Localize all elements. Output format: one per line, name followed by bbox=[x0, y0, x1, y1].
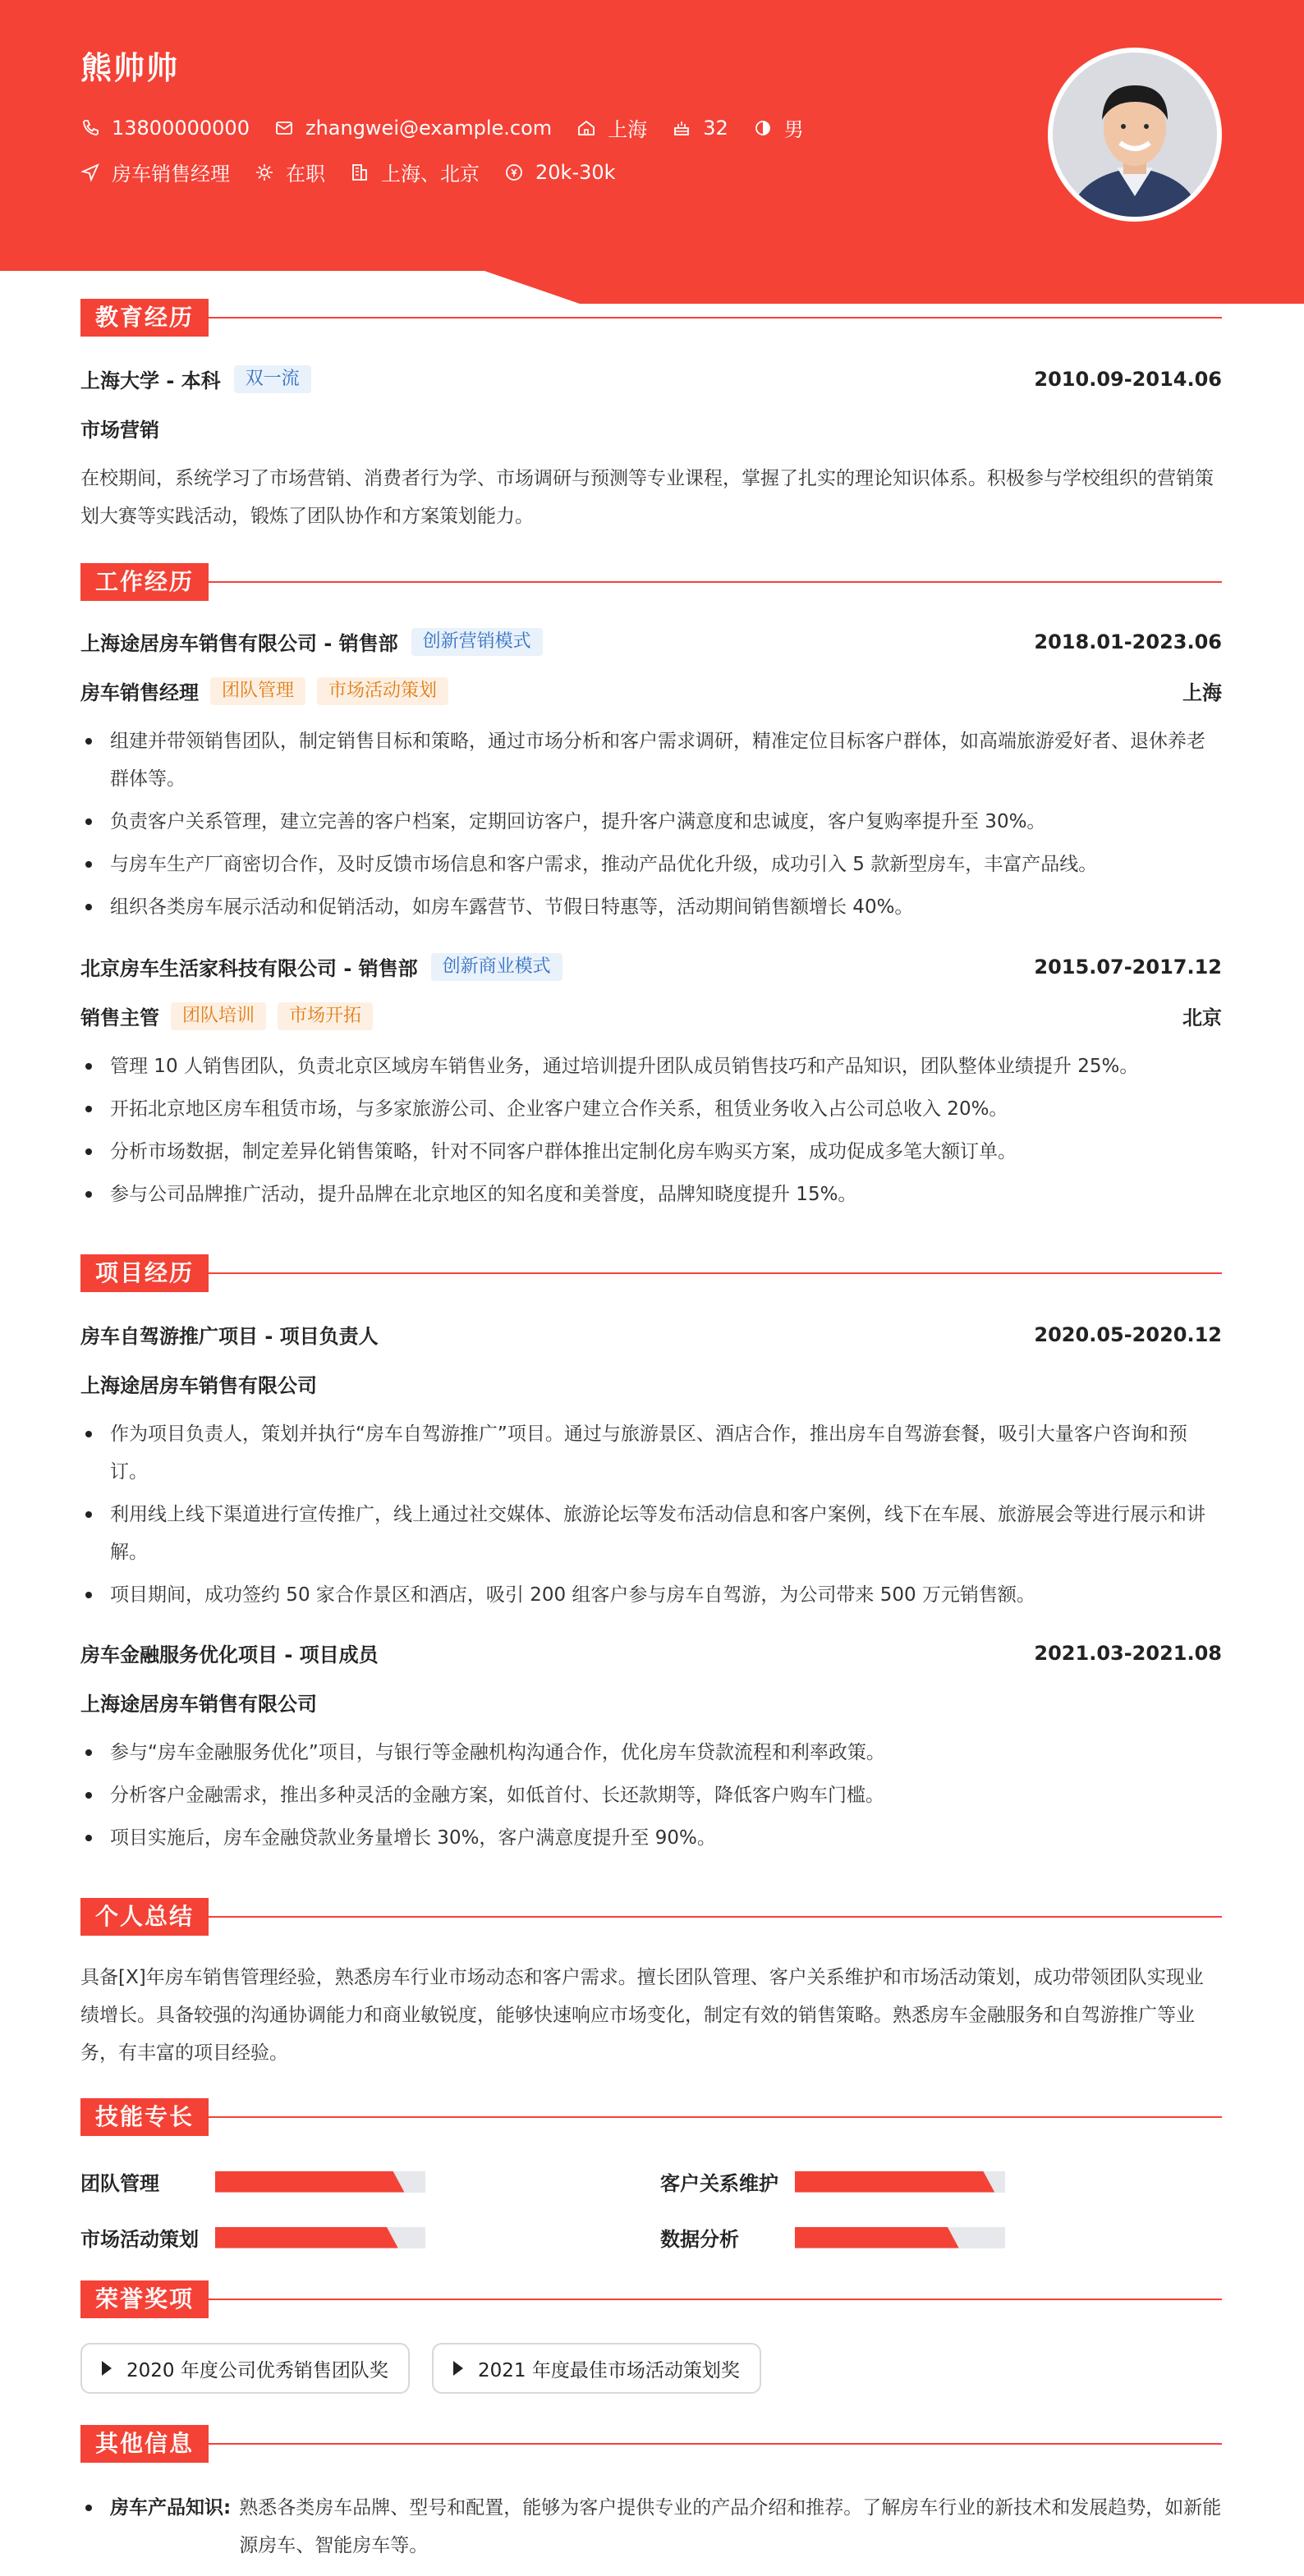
salary-value: 20k-30k bbox=[535, 160, 616, 184]
skills-section-title bbox=[80, 2098, 1222, 2136]
project-2-company-row bbox=[80, 1688, 1222, 1717]
send-icon bbox=[80, 163, 100, 182]
list-item: 利用线上线下渠道进行宣传推广，线上通过社交媒体、旅游论坛等发布活动信息和客户案例，线下在车展、旅游展会等进行展示和讲解。 bbox=[80, 1496, 1222, 1571]
project-1-bullets bbox=[80, 1415, 1222, 1619]
list-item: 项目期间，成功签约 50 家合作景区和酒店，吸引 200 组客户参与房车自驾游，为公司带来 500 万元销售额。 bbox=[80, 1576, 1222, 1614]
resume-header bbox=[0, 0, 1304, 304]
education-major-row bbox=[80, 414, 1222, 442]
work-2-company: 北京房车生活家科技有限公司 - 销售部 bbox=[80, 957, 418, 980]
skill-bar-fill bbox=[795, 2171, 994, 2193]
education-description: 在校期间，系统学习了市场营销、消费者行为学、市场调研与预测等专业课程，掌握了扎实的理论知识体系。积极参与学校组织的营销策划大赛等实践活动，锻炼了团队协作和方案策划能力。 bbox=[80, 468, 1214, 527]
major-name: 市场营销 bbox=[80, 419, 159, 442]
work-1-badge: 创新营销模式 bbox=[411, 628, 543, 656]
project-1-company: 上海途居房车销售有限公司 bbox=[80, 1374, 317, 1397]
education-date: 2010.09-2014.06 bbox=[1034, 367, 1222, 391]
list-item: 负责客户关系管理，建立完善的客户档案，定期回访客户，提升客户满意度和忠诚度，客户复购率提升至 30%。 bbox=[80, 803, 1222, 841]
skill-item bbox=[80, 2167, 425, 2196]
project-2-bullets bbox=[80, 1734, 1222, 1862]
award-text: 2020 年度公司优秀销售团队奖 bbox=[126, 2359, 388, 2381]
project-2-title: 房车金融服务优化项目 - 项目成员 bbox=[80, 1643, 379, 1666]
job-info-row bbox=[80, 158, 641, 186]
position-value: 房车销售经理 bbox=[112, 163, 230, 186]
work-2-tag-1: 团队培训 bbox=[171, 1002, 266, 1030]
award-text: 2021 年度最佳市场活动策划奖 bbox=[478, 2359, 740, 2381]
awards-section-title bbox=[80, 2280, 1222, 2318]
salary-item bbox=[504, 161, 616, 184]
project-2-company: 上海途居房车销售有限公司 bbox=[80, 1693, 317, 1716]
skill-name: 客户关系维护 bbox=[660, 2172, 778, 2195]
work-1-role: 房车销售经理 bbox=[80, 681, 199, 704]
skill-bar bbox=[215, 2171, 425, 2193]
work-2-date: 2015.07-2017.12 bbox=[1034, 955, 1222, 979]
school-badge: 双一流 bbox=[234, 365, 311, 393]
education-section-title bbox=[80, 299, 1222, 337]
email-item bbox=[274, 117, 552, 140]
list-item: 分析客户金融需求，推出多种灵活的金融方案，如低首付、长还款期等，降低客户购车门槛。 bbox=[80, 1776, 1222, 1814]
project-1-date: 2020.05-2020.12 bbox=[1034, 1322, 1222, 1346]
skill-item bbox=[80, 2223, 425, 2252]
summary-text: 具备[X]年房车销售管理经验，熟悉房车行业市场动态和客户需求。擅长团队管理、客户关系维护和市场活动策划，成功带领团队实现业绩增长。具备较强的沟通协调能力和商业敏锐度，能够快速响应市场变化，制定有效的销售策略。熟悉房车金融服务和自驾游推广等业务，有丰富的项目经验。 bbox=[80, 1967, 1204, 2064]
project-1-header-row bbox=[80, 1320, 1222, 1349]
cake-icon bbox=[672, 118, 691, 138]
work-1-bullets bbox=[80, 722, 1222, 931]
skill-bar-fill bbox=[215, 2227, 398, 2248]
skill-item bbox=[660, 2223, 1005, 2252]
work-1-tag-2: 市场活动策划 bbox=[317, 677, 448, 705]
list-item: 项目实施后，房车金融贷款业务量增长 30%，客户满意度提升至 90%。 bbox=[80, 1819, 1222, 1857]
work-2-tag-2: 市场开拓 bbox=[278, 1002, 373, 1030]
money-icon bbox=[504, 163, 524, 182]
phone-icon bbox=[80, 118, 100, 138]
target-city-item bbox=[350, 158, 480, 186]
building-icon bbox=[350, 163, 370, 182]
list-item: 与房车生产厂商密切合作，及时反馈市场信息和客户需求，推动产品优化升级，成功引入 5 款新型房车，丰富产品线。 bbox=[80, 846, 1222, 883]
skill-name: 数据分析 bbox=[660, 2228, 739, 2251]
list-item: 组织各类房车展示活动和促销活动，如房车露营节、节假日特惠等，活动期间销售额增长 40%。 bbox=[80, 888, 1222, 926]
project-2-header-row bbox=[80, 1639, 1222, 1667]
other-info-value: 熟悉各类房车品牌、型号和配置，能够为客户提供专业的产品介绍和推荐。了解房车行业的新技术和发展趋势，如新能源房车、智能房车等。 bbox=[239, 2497, 1222, 2556]
skill-bar-fill bbox=[215, 2171, 404, 2193]
awards-title: 荣誉奖项 bbox=[80, 2280, 209, 2318]
city-item bbox=[576, 113, 647, 142]
project-title: 项目经历 bbox=[80, 1254, 209, 1292]
work-2-bullets bbox=[80, 1047, 1222, 1218]
other-section-title bbox=[80, 2425, 1222, 2463]
candidate-name: 熊帅帅 bbox=[80, 50, 180, 86]
phone-item bbox=[80, 117, 250, 140]
work-2-badge: 创新商业模式 bbox=[431, 953, 562, 981]
skill-bar bbox=[795, 2227, 1005, 2248]
avatar-photo bbox=[1053, 53, 1217, 217]
work-1-date: 2018.01-2023.06 bbox=[1034, 630, 1222, 653]
play-icon bbox=[453, 2361, 463, 2376]
home-icon bbox=[576, 118, 596, 138]
work-title: 工作经历 bbox=[80, 563, 209, 601]
work-1-city: 上海 bbox=[1182, 681, 1222, 704]
work-1-role-row bbox=[80, 676, 1222, 705]
play-icon bbox=[102, 2361, 112, 2376]
work-2-role-row bbox=[80, 1002, 1222, 1030]
other-info-item bbox=[80, 2489, 1222, 2565]
gender-item bbox=[753, 113, 804, 142]
email-address: zhangwei@example.com bbox=[305, 116, 553, 140]
status-item bbox=[255, 158, 325, 186]
award-item-1 bbox=[80, 2343, 410, 2394]
list-item: 管理 10 人销售团队，负责北京区域房车销售业务，通过培训提升团队成员销售技巧和产品知识，团队整体业绩提升 25%。 bbox=[80, 1047, 1222, 1085]
list-item: 组建并带领销售团队，制定销售目标和策略，通过市场分析和客户需求调研，精准定位目标客户群体，如高端旅游爱好者、退休养老群体等。 bbox=[80, 722, 1222, 798]
work-section-title bbox=[80, 563, 1222, 601]
other-title: 其他信息 bbox=[80, 2425, 209, 2463]
phone-number: 13800000000 bbox=[112, 116, 250, 140]
city-value: 上海 bbox=[608, 118, 648, 141]
mail-icon bbox=[274, 118, 294, 138]
project-1-company-row bbox=[80, 1369, 1222, 1398]
work-2-role: 销售主管 bbox=[80, 1006, 159, 1029]
status-icon bbox=[255, 163, 274, 182]
work-2-city: 北京 bbox=[1182, 1006, 1222, 1029]
project-section-title bbox=[80, 1254, 1222, 1292]
award-item-2 bbox=[432, 2343, 761, 2394]
skill-bar bbox=[795, 2171, 1005, 2193]
gender-icon bbox=[753, 118, 773, 138]
summary-section-title bbox=[80, 1898, 1222, 1936]
list-item: 作为项目负责人，策划并执行“房车自驾游推广”项目。通过与旅游景区、酒店合作，推出房车自驾游套餐，吸引大量客户咨询和预订。 bbox=[80, 1415, 1222, 1491]
project-1-title: 房车自驾游推广项目 - 项目负责人 bbox=[80, 1325, 379, 1348]
avatar bbox=[1048, 48, 1222, 222]
list-item: 分析市场数据，制定差异化销售策略，针对不同客户群体推出定制化房车购买方案，成功促成多笔大额订单。 bbox=[80, 1133, 1222, 1171]
skill-item bbox=[660, 2167, 1005, 2196]
contact-info-row bbox=[80, 113, 829, 142]
summary-title: 个人总结 bbox=[80, 1898, 209, 1936]
list-item: 开拓北京地区房车租赁市场，与多家旅游公司、企业客户建立合作关系，租赁业务收入占公司总收入 20%。 bbox=[80, 1090, 1222, 1128]
skills-title: 技能专长 bbox=[80, 2098, 209, 2136]
skill-bar-fill bbox=[795, 2227, 959, 2248]
list-item: 参与公司品牌推广活动，提升品牌在北京地区的知名度和美誉度，品牌知晓度提升 15%。 bbox=[80, 1176, 1222, 1213]
education-header-row bbox=[80, 364, 1222, 393]
target-city-value: 上海、北京 bbox=[381, 163, 480, 186]
project-2-date: 2021.03-2021.08 bbox=[1034, 1641, 1222, 1665]
list-item: 参与“房车金融服务优化”项目，与银行等金融机构沟通合作，优化房车贷款流程和利率政策。 bbox=[80, 1734, 1222, 1772]
status-value: 在职 bbox=[286, 163, 325, 186]
work-2-header-row bbox=[80, 952, 1222, 981]
school-name: 上海大学 - 本科 bbox=[80, 369, 221, 392]
work-1-company: 上海途居房车销售有限公司 - 销售部 bbox=[80, 632, 398, 655]
age-item bbox=[672, 117, 728, 140]
skill-name: 市场活动策划 bbox=[80, 2228, 199, 2251]
gender-value: 男 bbox=[783, 118, 804, 141]
work-1-header-row bbox=[80, 627, 1222, 656]
work-1-tag-1: 团队管理 bbox=[210, 677, 305, 705]
other-info-key: 房车产品知识: bbox=[80, 2489, 231, 2565]
position-item bbox=[80, 158, 230, 186]
skill-bar bbox=[215, 2227, 425, 2248]
skill-name: 团队管理 bbox=[80, 2172, 159, 2195]
education-title: 教育经历 bbox=[80, 299, 209, 337]
age-value: 32 bbox=[703, 116, 728, 140]
